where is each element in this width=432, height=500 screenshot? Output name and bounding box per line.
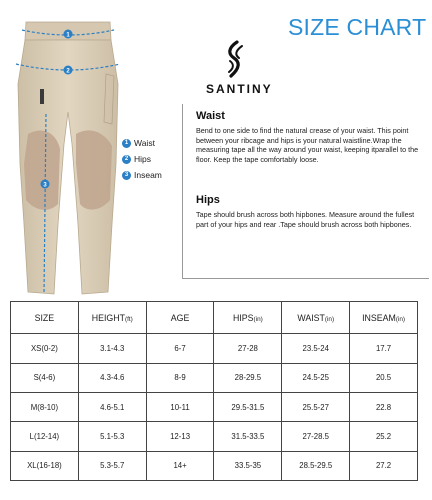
table-cell: 14+ — [146, 451, 214, 480]
table-cell: 27-28 — [214, 334, 282, 363]
table-cell: 3.1-4.3 — [78, 334, 146, 363]
table-cell: 10-11 — [146, 392, 214, 421]
legend-label: Waist — [134, 138, 155, 148]
table-header-row — [11, 302, 418, 334]
table-cell: 28.5-29.5 — [282, 451, 350, 480]
table-cell: M(8-10) — [11, 392, 79, 421]
waist-heading: Waist — [196, 110, 225, 122]
table-cell: 33.5-35 — [214, 451, 282, 480]
table-row — [11, 334, 418, 363]
table-cell: 29.5-31.5 — [214, 392, 282, 421]
table-cell: 17.7 — [350, 334, 418, 363]
table-row — [11, 363, 418, 392]
legend-number: 2 — [122, 155, 131, 164]
page-title: SIZE CHART — [288, 14, 427, 40]
brand-name: SANTINY — [206, 82, 273, 96]
table-cell: 31.5-33.5 — [214, 422, 282, 451]
table-cell: L(12-14) — [11, 422, 79, 451]
table-cell: 27.2 — [350, 451, 418, 480]
table-cell: 22.8 — [350, 392, 418, 421]
legend-label: Inseam — [134, 170, 162, 180]
legend-item-hips — [122, 154, 162, 164]
pants-illustration — [8, 14, 128, 299]
svg-text:1: 1 — [66, 32, 70, 39]
svg-text:2: 2 — [66, 68, 70, 75]
table-cell: S(4-6) — [11, 363, 79, 392]
column-header: INSEAM(in) — [350, 302, 418, 334]
column-header: SIZE — [11, 302, 79, 334]
column-header: HEIGHT(ft) — [78, 302, 146, 334]
table-row — [11, 451, 418, 480]
waist-description: Bend to one side to find the natural crease of your waist. This point between your ribcage and hips is your natural waistline.Wrap the measuring tape all the way around your waist, keeping itparallel to the floor. Keep the tape comfortably loose. — [196, 126, 419, 164]
column-header: AGE — [146, 302, 214, 334]
table-cell: 5.3-5.7 — [78, 451, 146, 480]
table-cell: 6-7 — [146, 334, 214, 363]
table-cell: 4.3-4.6 — [78, 363, 146, 392]
table-cell: 27-28.5 — [282, 422, 350, 451]
table-cell: 25.5-27 — [282, 392, 350, 421]
legend-number: 3 — [122, 171, 131, 180]
table-cell: 20.5 — [350, 363, 418, 392]
table-cell: XS(0-2) — [11, 334, 79, 363]
legend-label: Hips — [134, 154, 152, 164]
column-header: WAIST(in) — [282, 302, 350, 334]
size-table — [10, 301, 418, 481]
brand-logo-icon — [222, 40, 248, 78]
table-cell: 8-9 — [146, 363, 214, 392]
legend-item-inseam — [122, 170, 162, 180]
hips-heading: Hips — [196, 194, 220, 206]
svg-text:3: 3 — [43, 182, 47, 189]
measurement-legend — [122, 138, 162, 180]
table-cell: 24.5-25 — [282, 363, 350, 392]
table-row — [11, 422, 418, 451]
table-cell: 4.6-5.1 — [78, 392, 146, 421]
hips-description: Tape should brush across both hipbones. Measure around the fullest part of your hips and rear .Tape should brush across both hipbones. — [196, 210, 415, 229]
table-cell: 25.2 — [350, 422, 418, 451]
table-row — [11, 392, 418, 421]
table-cell: 12-13 — [146, 422, 214, 451]
table-cell: XL(16-18) — [11, 451, 79, 480]
column-header: HIPS(in) — [214, 302, 282, 334]
table-cell: 23.5-24 — [282, 334, 350, 363]
table-cell: 28-29.5 — [214, 363, 282, 392]
table-cell: 5.1-5.3 — [78, 422, 146, 451]
legend-number: 1 — [122, 139, 131, 148]
legend-item-waist — [122, 138, 162, 148]
